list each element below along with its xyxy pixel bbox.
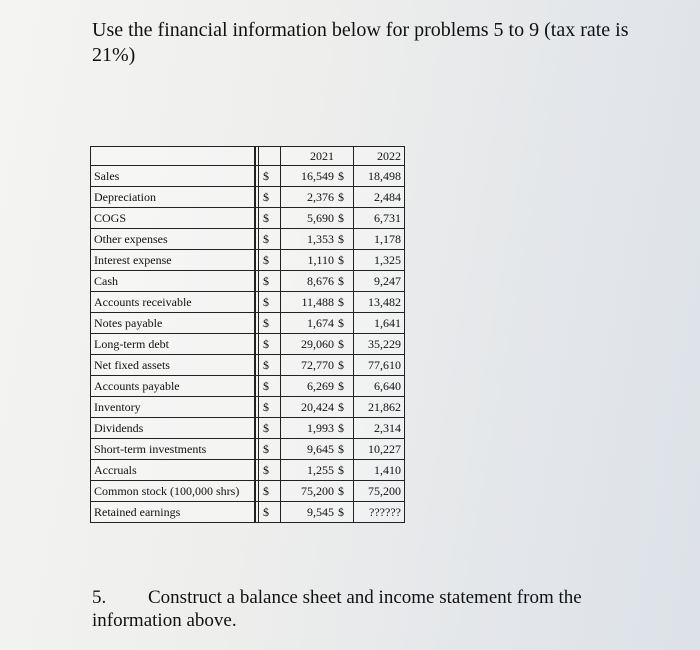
value-2022: 18,498 [354, 166, 405, 187]
table-row [91, 418, 405, 439]
row-label: Accounts payable [91, 376, 256, 397]
currency-2022: $ [337, 334, 354, 355]
table-row [91, 502, 405, 523]
table-row [91, 355, 405, 376]
table-row [91, 481, 405, 502]
value-2022: 10,227 [354, 439, 405, 460]
currency-2022: $ [337, 418, 354, 439]
header-2022: 2022 [354, 147, 405, 166]
currency-2021: $ [259, 187, 281, 208]
currency-2022: $ [337, 355, 354, 376]
value-2021: 75,200 [281, 481, 338, 502]
value-2021: 29,060 [281, 334, 338, 355]
value-2022: 1,641 [354, 313, 405, 334]
currency-2022: $ [337, 229, 354, 250]
table-row [91, 250, 405, 271]
currency-2021: $ [259, 460, 281, 481]
value-2021: 1,993 [281, 418, 338, 439]
table-row [91, 376, 405, 397]
row-label: Accounts receivable [91, 292, 256, 313]
currency-2021: $ [259, 313, 281, 334]
value-2021: 8,676 [281, 271, 338, 292]
currency-2022: $ [337, 292, 354, 313]
currency-2021: $ [259, 166, 281, 187]
row-label: Common stock (100,000 shrs) [91, 481, 256, 502]
table-row [91, 334, 405, 355]
table-row [91, 187, 405, 208]
table-row [91, 460, 405, 481]
currency-2021: $ [259, 208, 281, 229]
value-2022: 2,314 [354, 418, 405, 439]
financial-data-table [90, 146, 405, 523]
value-2022: 13,482 [354, 292, 405, 313]
value-2021: 5,690 [281, 208, 338, 229]
value-2022: 6,640 [354, 376, 405, 397]
value-2021: 16,549 [281, 166, 338, 187]
table-row [91, 397, 405, 418]
currency-2022: $ [337, 502, 354, 523]
currency-2022: $ [337, 397, 354, 418]
header-label-cell [91, 147, 256, 166]
value-2021: 1,255 [281, 460, 338, 481]
value-2021: 6,269 [281, 376, 338, 397]
currency-2021: $ [259, 376, 281, 397]
row-label: COGS [91, 208, 256, 229]
table-body [91, 147, 405, 523]
currency-2021: $ [259, 418, 281, 439]
value-2022: 77,610 [354, 355, 405, 376]
table-row [91, 292, 405, 313]
currency-2021: $ [259, 229, 281, 250]
value-2022: 2,484 [354, 187, 405, 208]
question-text: Construct a balance sheet and income statement from the information above. [92, 587, 582, 631]
row-label: Sales [91, 166, 256, 187]
row-label: Inventory [91, 397, 256, 418]
value-2021: 9,545 [281, 502, 338, 523]
row-label: Depreciation [91, 187, 256, 208]
currency-2021: $ [259, 334, 281, 355]
value-2022: 1,178 [354, 229, 405, 250]
row-label: Short-term investments [91, 439, 256, 460]
currency-2021: $ [259, 481, 281, 502]
value-2022: 9,247 [354, 271, 405, 292]
value-2022: 1,325 [354, 250, 405, 271]
value-2022: 21,862 [354, 397, 405, 418]
currency-2022: $ [337, 481, 354, 502]
value-2021: 20,424 [281, 397, 338, 418]
value-2021: 1,110 [281, 250, 338, 271]
currency-2022: $ [337, 460, 354, 481]
value-2022: 35,229 [354, 334, 405, 355]
question-number: 5. [92, 587, 107, 608]
currency-2022: $ [337, 271, 354, 292]
table-row [91, 439, 405, 460]
value-2022: 6,731 [354, 208, 405, 229]
currency-2021: $ [259, 355, 281, 376]
value-2021: 72,770 [281, 355, 338, 376]
table-header-row [91, 147, 405, 166]
currency-2021: $ [259, 439, 281, 460]
currency-2021: $ [259, 292, 281, 313]
table-row [91, 229, 405, 250]
currency-2022: $ [337, 166, 354, 187]
header-2021: 2021 [281, 147, 338, 166]
value-2021: 9,645 [281, 439, 338, 460]
table-row [91, 166, 405, 187]
row-label: Long-term debt [91, 334, 256, 355]
currency-2021: $ [259, 271, 281, 292]
problem-intro: Use the financial information below for problems 5 to 9 (tax rate is 21%) [92, 19, 629, 66]
table-row [91, 271, 405, 292]
value-2021: 11,488 [281, 292, 338, 313]
header-currency-cell-2 [337, 147, 354, 166]
value-2022: ?????? [354, 502, 405, 523]
currency-2022: $ [337, 439, 354, 460]
currency-2022: $ [337, 250, 354, 271]
currency-2022: $ [337, 376, 354, 397]
currency-2022: $ [337, 313, 354, 334]
value-2021: 1,353 [281, 229, 338, 250]
row-label: Other expenses [91, 229, 256, 250]
row-label: Interest expense [91, 250, 256, 271]
value-2022: 75,200 [354, 481, 405, 502]
question-5 [92, 586, 652, 632]
row-label: Net fixed assets [91, 355, 256, 376]
header-currency-cell [259, 147, 281, 166]
currency-2021: $ [259, 397, 281, 418]
row-label: Retained earnings [91, 502, 256, 523]
table-row [91, 208, 405, 229]
value-2022: 1,410 [354, 460, 405, 481]
currency-2022: $ [337, 187, 354, 208]
currency-2021: $ [259, 502, 281, 523]
row-label: Dividends [91, 418, 256, 439]
currency-2021: $ [259, 250, 281, 271]
value-2021: 1,674 [281, 313, 338, 334]
currency-2022: $ [337, 208, 354, 229]
row-label: Cash [91, 271, 256, 292]
table-row [91, 313, 405, 334]
row-label: Accruals [91, 460, 256, 481]
value-2021: 2,376 [281, 187, 338, 208]
row-label: Notes payable [91, 313, 256, 334]
